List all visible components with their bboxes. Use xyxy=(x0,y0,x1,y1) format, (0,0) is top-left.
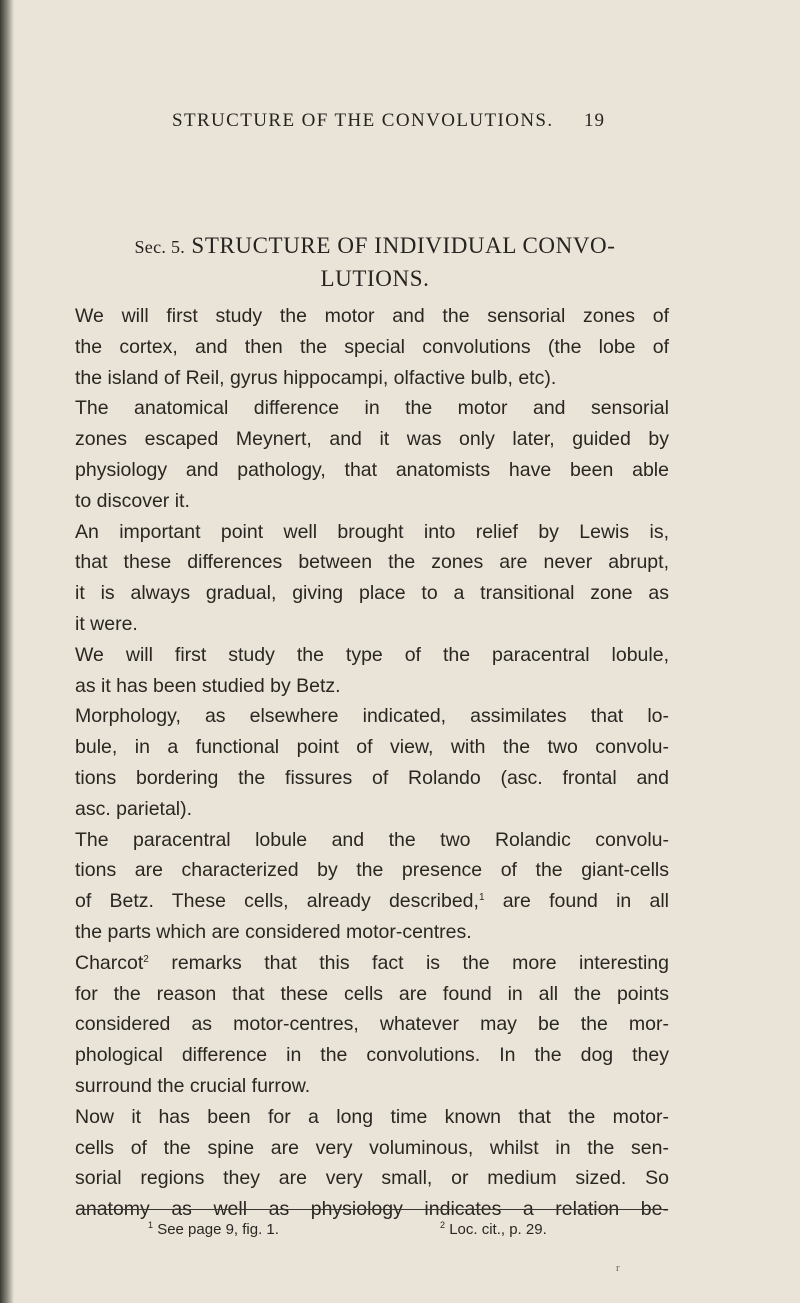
text-line: it were. xyxy=(75,612,138,635)
text-line: We will first study the type of the paracentral lobule, xyxy=(75,643,669,666)
footnote-ref-2: 2 xyxy=(143,953,149,965)
text-line: An important point well brought into relief by Lewis is, xyxy=(75,520,669,543)
section-title-part-2: LUTIONS. xyxy=(320,266,430,291)
text-line: We will first study the motor and the sensorial zones of xyxy=(75,305,669,327)
text-line: the island of Reil, gyrus hippocampi, olfactive bulb, etc). xyxy=(75,366,557,389)
footnote-mark-2: 2 xyxy=(440,1220,446,1230)
text-line: physiology and pathology, that anatomists have been able xyxy=(75,458,669,481)
footnote-divider xyxy=(80,1209,664,1210)
text-segment: Charcot xyxy=(75,951,144,974)
text-line: the cortex, and then the special convolutions (the lobe of xyxy=(75,335,669,358)
text-segment: are found in all xyxy=(484,890,669,913)
text-line: The anatomical difference in the motor and sensorial xyxy=(75,397,669,420)
text-line: asc. parietal). xyxy=(75,797,193,820)
text-line: phological difference in the convolutions. In the dog they xyxy=(75,1044,669,1067)
footnote-1-text: See page 9, fig. 1. xyxy=(157,1221,279,1238)
text-line: considered as motor-centres, whatever may be the mor- xyxy=(75,1013,669,1036)
section-label: Sec. 5. xyxy=(134,237,186,257)
text-line: as it has been studied by Betz. xyxy=(75,674,341,697)
section-heading-line-1 xyxy=(80,230,670,263)
text-line: that these differences between the zones are never abrupt, xyxy=(75,551,669,574)
footnote-1 xyxy=(148,1221,279,1238)
text-line: to discover it. xyxy=(75,489,190,512)
text-line: it is always gradual, giving place to a transitional zone as xyxy=(75,582,669,605)
footnote-2-text: Loc. cit., p. 29. xyxy=(449,1221,547,1238)
footnote-2 xyxy=(440,1221,547,1238)
text-line-with-footnote xyxy=(75,948,669,979)
text-line: bule, in a functional point of view, with the two convolu- xyxy=(75,736,669,759)
text-line: The paracentral lobule and the two Rolandic convolu- xyxy=(75,828,669,851)
text-line-with-footnote xyxy=(75,886,669,917)
stray-print-mark: r xyxy=(616,1262,620,1274)
text-line: zones escaped Meynert, and it was only later, guided by xyxy=(75,428,669,451)
body-text xyxy=(75,301,669,1225)
page-number: 19 xyxy=(584,110,605,131)
text-segment: of Betz. These cells, already described, xyxy=(75,890,479,913)
text-line: sorial regions they are very small, or medium sized. So xyxy=(75,1167,669,1190)
text-segment: remarks that this fact is the more interesting xyxy=(148,951,669,974)
text-line: surround the crucial furrow. xyxy=(75,1074,311,1097)
running-head-title: STRUCTURE OF THE CONVOLUTIONS. xyxy=(172,110,554,131)
text-line: for the reason that these cells are found in all the points xyxy=(75,982,669,1005)
text-line: the parts which are considered motor-centres. xyxy=(75,920,472,943)
text-line: Now it has been for a long time known that the motor- xyxy=(75,1105,669,1128)
text-line: cells of the spine are very voluminous, whilst in the sen- xyxy=(75,1136,669,1159)
text-line: Morphology, as elsewhere indicated, assimilates that lo- xyxy=(75,705,669,728)
section-title-part-1: STRUCTURE OF INDIVIDUAL CONVO- xyxy=(191,233,616,258)
text-line: tions are characterized by the presence of the giant-cells xyxy=(75,859,669,882)
footnote-mark-1: 1 xyxy=(148,1220,154,1230)
section-heading xyxy=(80,230,670,295)
text-line: anatomy as well as physiology indicates a relation be- xyxy=(75,1198,669,1221)
text-line: tions bordering the fissures of Rolando (asc. frontal and xyxy=(75,766,669,789)
footnote-ref-1: 1 xyxy=(478,892,485,904)
footnotes xyxy=(0,1221,800,1241)
running-head xyxy=(0,110,800,140)
